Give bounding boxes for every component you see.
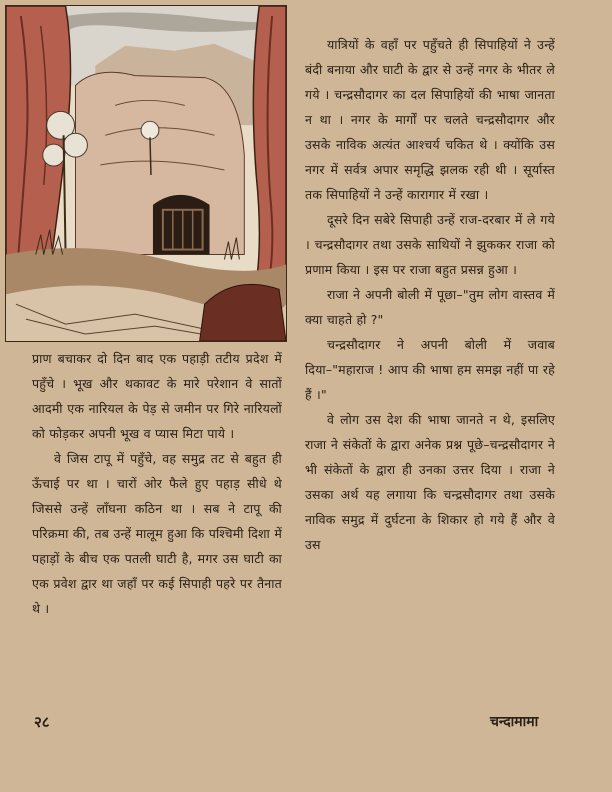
paragraph: वे जिस टापू में पहुँचे, वह समुद्र तट से बहुत ही ऊँचाई पर था । चारों ओर फैले हुए पहाड़ सीधे थे जिससे उन्हें लाँघना कठिन था । सब ने टापू की परिक्रमा की, तब उन्हें मालूम हुआ कि पश्चिमी दिशा में पहाड़ों के बीच एक पतली घाटी है, मगर उस घाटी का एक प्रवेश द्वार था जहाँ पर कई सिपाही पहरे पर तैनात थे । <box>32 451 282 616</box>
page-number: २८ <box>34 713 50 731</box>
paragraph: दूसरे दिन सबेरे सिपाही उन्हें राज-दरबार में ले गये । चन्द्रसौदागर तथा उसके साथियों ने झुककर राजा को प्रणाम किया । इस पर राजा बहुत प्रसन्न हुआ । <box>305 212 555 277</box>
left-text-column <box>32 346 282 621</box>
canyon-illustration <box>5 5 287 342</box>
paragraph: चन्द्रसौदागर ने अपनी बोली में जवाब दिया–"महाराज ! आप की भाषा हम समझ नहीं पा रहे हैं ।" <box>305 337 555 402</box>
paragraph: राजा ने अपनी बोली में पूछा–"तुम लोग वास्तव में क्या चाहते हो ?" <box>305 287 555 327</box>
paragraph: प्राण बचाकर दो दिन बाद एक पहाड़ी तटीय प्रदेश में पहुँचे । भूख और थकावट के मारे परेशान वे सातों आदमी एक नारियल के पेड़ से जमीन पर गिरे नारियलों को फोड़कर अपनी भूख व प्यास मिटा पाये । <box>32 351 282 441</box>
magazine-name: चन्दामामा <box>490 714 539 730</box>
paragraph: वे लोग उस देश की भाषा जानते न थे, इसलिए राजा ने संकेतों के द्वारा अनेक प्रश्न पूछे–चन्द्रसौदागर ने भी संकेतों के द्वारा ही उनका उत्तर दिया । राजा ने उसका अर्थ यह लगाया कि चन्द्रसौदागर तथा उसके नाविक समुद्र में दुर्घटना के शिकार हो गये हैं और वे उस <box>305 412 555 552</box>
canyon-gate-icon <box>6 6 286 341</box>
paragraph: यात्रियों के वहाँ पर पहुँचते ही सिपाहियों ने उन्हें बंदी बनाया और घाटी के द्वार से उन्हें नगर के भीतर ले गये । चन्द्रसौदागर का दल सिपाहियों की भाषा जानता न था । नगर के मार्गों पर चलते चन्द्रसौदागर और उसके नाविक अत्यंत आश्चर्य चकित थे । क्योंकि उस नगर में सर्वत्र अपार समृद्धि झलक रही थी । सूर्यास्त तक सिपाहियों ने उन्हें कारागार में रखा । <box>305 37 555 202</box>
right-text-column <box>305 32 555 557</box>
